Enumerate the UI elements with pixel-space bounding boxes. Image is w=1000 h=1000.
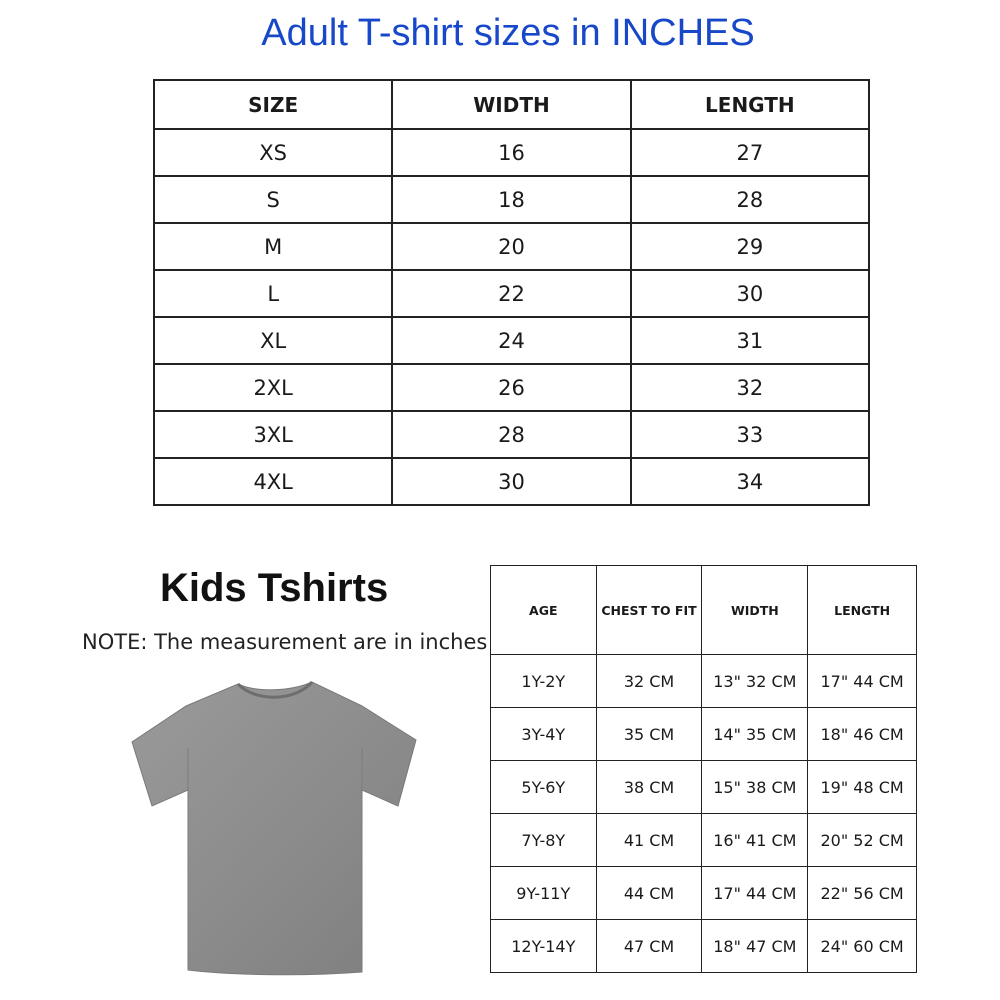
adult-size-table [153, 79, 870, 506]
age-cell: 12Y-14Y [491, 920, 597, 973]
width-cell: 14" 35 CM [702, 708, 808, 761]
width-cell: 16" 41 CM [702, 814, 808, 867]
width-cell: 24 [392, 317, 630, 364]
table-row [154, 317, 869, 364]
length-cell: 18" 46 CM [808, 708, 917, 761]
size-cell: S [154, 176, 392, 223]
age-cell: 3Y-4Y [491, 708, 597, 761]
width-cell: 18" 47 CM [702, 920, 808, 973]
width-cell: 26 [392, 364, 630, 411]
length-cell: 17" 44 CM [808, 655, 917, 708]
width-cell: 16 [392, 129, 630, 176]
table-row [491, 867, 917, 920]
kids-header-age: AGE [491, 566, 597, 655]
length-cell: 22" 56 CM [808, 867, 917, 920]
chest-cell: 47 CM [596, 920, 702, 973]
table-row [491, 655, 917, 708]
chest-cell: 44 CM [596, 867, 702, 920]
width-cell: 28 [392, 411, 630, 458]
size-cell: 4XL [154, 458, 392, 505]
size-cell: L [154, 270, 392, 317]
length-cell: 33 [631, 411, 869, 458]
adult-chart-title: Adult T-shirt sizes in INCHES [261, 12, 755, 54]
length-cell: 34 [631, 458, 869, 505]
length-cell: 24" 60 CM [808, 920, 917, 973]
age-cell: 5Y-6Y [491, 761, 597, 814]
kids-header-chest: CHEST TO FIT [596, 566, 702, 655]
chest-cell: 41 CM [596, 814, 702, 867]
length-cell: 31 [631, 317, 869, 364]
length-cell: 20" 52 CM [808, 814, 917, 867]
grey-tshirt-icon [130, 678, 420, 978]
length-cell: 28 [631, 176, 869, 223]
length-cell: 27 [631, 129, 869, 176]
width-cell: 30 [392, 458, 630, 505]
adult-header-length: LENGTH [631, 80, 869, 129]
kids-header-width: WIDTH [702, 566, 808, 655]
width-cell: 17" 44 CM [702, 867, 808, 920]
size-cell: XL [154, 317, 392, 364]
table-row [154, 270, 869, 317]
age-cell: 7Y-8Y [491, 814, 597, 867]
chest-cell: 38 CM [596, 761, 702, 814]
kids-header-length: LENGTH [808, 566, 917, 655]
width-cell: 13" 32 CM [702, 655, 808, 708]
length-cell: 30 [631, 270, 869, 317]
kids-section-title: Kids Tshirts [160, 566, 389, 610]
kids-header-row [491, 566, 917, 655]
table-row [154, 223, 869, 270]
kids-size-table [490, 565, 917, 973]
width-cell: 20 [392, 223, 630, 270]
age-cell: 9Y-11Y [491, 867, 597, 920]
length-cell: 32 [631, 364, 869, 411]
table-row [154, 176, 869, 223]
age-cell: 1Y-2Y [491, 655, 597, 708]
table-row [154, 129, 869, 176]
width-cell: 22 [392, 270, 630, 317]
adult-header-size: SIZE [154, 80, 392, 129]
kids-measurement-note: NOTE: The measurement are in inches [82, 630, 488, 654]
size-cell: 2XL [154, 364, 392, 411]
adult-header-width: WIDTH [392, 80, 630, 129]
table-row [491, 708, 917, 761]
table-row [491, 814, 917, 867]
table-row [154, 411, 869, 458]
size-cell: 3XL [154, 411, 392, 458]
table-row [154, 364, 869, 411]
size-cell: XS [154, 129, 392, 176]
width-cell: 18 [392, 176, 630, 223]
chest-cell: 35 CM [596, 708, 702, 761]
table-row [154, 458, 869, 505]
table-row [491, 920, 917, 973]
table-row [491, 761, 917, 814]
width-cell: 15" 38 CM [702, 761, 808, 814]
length-cell: 19" 48 CM [808, 761, 917, 814]
adult-header-row [154, 80, 869, 129]
length-cell: 29 [631, 223, 869, 270]
chest-cell: 32 CM [596, 655, 702, 708]
size-cell: M [154, 223, 392, 270]
